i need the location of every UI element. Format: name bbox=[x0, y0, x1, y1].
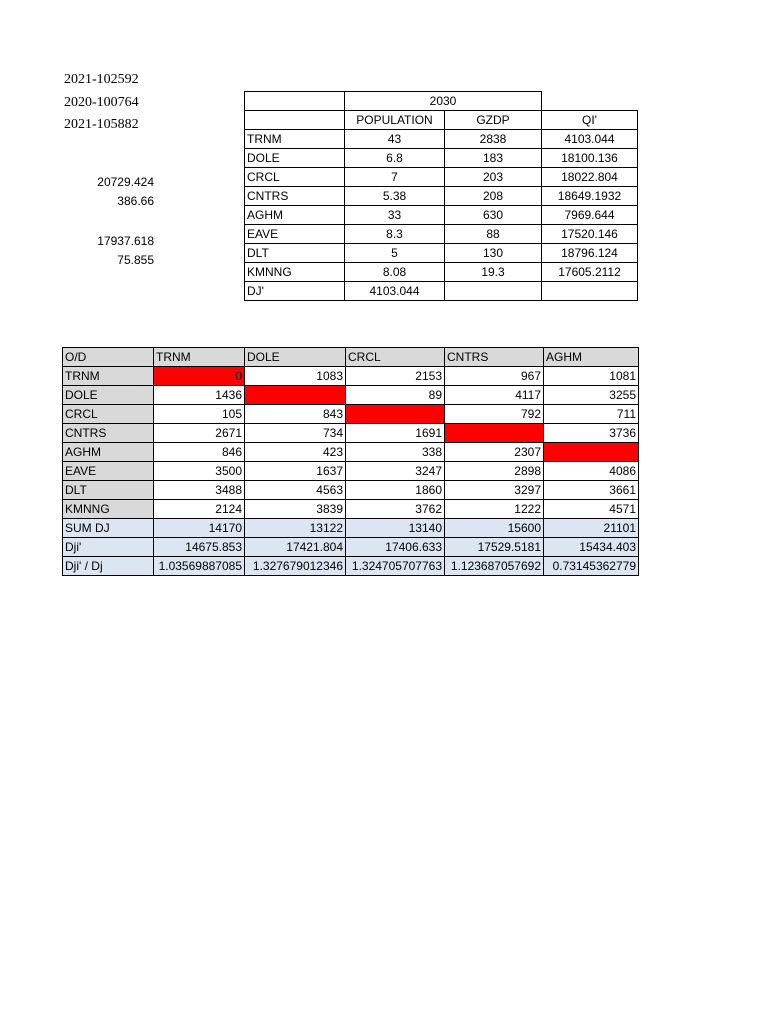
indicator-row bbox=[245, 168, 638, 187]
od-cell: 3488 bbox=[154, 481, 245, 500]
qi-cell: 18796.124 bbox=[542, 244, 638, 263]
indicator-row bbox=[245, 244, 638, 263]
row-label: CNTRS bbox=[245, 187, 345, 206]
population-cell: 6.8 bbox=[345, 149, 445, 168]
gzdp-cell: 19.3 bbox=[445, 263, 542, 282]
od-cell: 1083 bbox=[245, 367, 346, 386]
indicator-row bbox=[245, 149, 638, 168]
row-label: CNTRS bbox=[63, 424, 154, 443]
summary-cell: 17529.5181 bbox=[445, 538, 544, 557]
summary-cell: 14170 bbox=[154, 519, 245, 538]
od-cell: 2671 bbox=[154, 424, 245, 443]
summary-cell: 14675.853 bbox=[154, 538, 245, 557]
note-line-1: 2021-102592 bbox=[64, 72, 139, 87]
summary-cell: 17421.804 bbox=[245, 538, 346, 557]
summary-label: Dji' bbox=[63, 538, 154, 557]
population-cell: 5 bbox=[345, 244, 445, 263]
od-cell: 1637 bbox=[245, 462, 346, 481]
note-line-3: 2021-105882 bbox=[64, 117, 139, 132]
diagonal-cell bbox=[445, 424, 544, 443]
summary-cell: 15434.403 bbox=[544, 538, 639, 557]
od-cell: 3255 bbox=[544, 386, 639, 405]
col-header-trnm: TRNM bbox=[154, 348, 245, 367]
note-line-2: 2020-100764 bbox=[64, 95, 139, 110]
population-cell: 8.08 bbox=[345, 263, 445, 282]
row-label: DLT bbox=[63, 481, 154, 500]
row-label: AGHM bbox=[63, 443, 154, 462]
summary-label: Dji' / Dj bbox=[63, 557, 154, 576]
row-label: CRCL bbox=[245, 168, 345, 187]
row-label: DLT bbox=[245, 244, 345, 263]
summary-row bbox=[63, 538, 639, 557]
qi-cell: 17605.2112 bbox=[542, 263, 638, 282]
od-cell: 4563 bbox=[245, 481, 346, 500]
od-cell: 792 bbox=[445, 405, 544, 424]
od-cell: 1691 bbox=[346, 424, 445, 443]
row-label: AGHM bbox=[245, 206, 345, 225]
dj-value: 4103.044 bbox=[345, 282, 445, 301]
indicator-table bbox=[244, 91, 638, 301]
summary-cell: 21101 bbox=[544, 519, 639, 538]
qi-cell: 7969.644 bbox=[542, 206, 638, 225]
summary-cell: 1.123687057692 bbox=[445, 557, 544, 576]
col-header-dole: DOLE bbox=[245, 348, 346, 367]
note-value-3: 17937.618 bbox=[97, 234, 154, 248]
od-cell: 3661 bbox=[544, 481, 639, 500]
row-label: DOLE bbox=[63, 386, 154, 405]
gzdp-cell: 203 bbox=[445, 168, 542, 187]
od-row bbox=[63, 443, 639, 462]
year-header: 2030 bbox=[345, 92, 542, 111]
od-row bbox=[63, 500, 639, 519]
row-label: TRNM bbox=[245, 130, 345, 149]
od-cell: 105 bbox=[154, 405, 245, 424]
diagonal-cell: 0 bbox=[154, 367, 245, 386]
indicator-row bbox=[245, 225, 638, 244]
od-cell: 3500 bbox=[154, 462, 245, 481]
row-label: CRCL bbox=[63, 405, 154, 424]
od-row bbox=[63, 424, 639, 443]
gzdp-cell: 208 bbox=[445, 187, 542, 206]
note-value-4: 75.855 bbox=[117, 253, 154, 267]
blank-cell bbox=[245, 111, 345, 130]
od-cell: 1081 bbox=[544, 367, 639, 386]
od-row bbox=[63, 367, 639, 386]
od-cell: 1222 bbox=[445, 500, 544, 519]
summary-cell: 13122 bbox=[245, 519, 346, 538]
summary-row bbox=[63, 519, 639, 538]
col-header-crcl: CRCL bbox=[346, 348, 445, 367]
col-header-qi: QI' bbox=[542, 111, 638, 130]
corner-header: O/D bbox=[63, 348, 154, 367]
od-cell: 2898 bbox=[445, 462, 544, 481]
od-cell: 711 bbox=[544, 405, 639, 424]
note-value-2: 386.66 bbox=[117, 194, 154, 208]
row-label: DOLE bbox=[245, 149, 345, 168]
population-cell: 5.38 bbox=[345, 187, 445, 206]
od-cell: 3247 bbox=[346, 462, 445, 481]
od-cell: 734 bbox=[245, 424, 346, 443]
od-cell: 3736 bbox=[544, 424, 639, 443]
od-matrix-table bbox=[62, 347, 639, 576]
row-label: KMNNG bbox=[63, 500, 154, 519]
row-label: EAVE bbox=[245, 225, 345, 244]
qi-cell: 18100.136 bbox=[542, 149, 638, 168]
gzdp-cell: 630 bbox=[445, 206, 542, 225]
od-cell: 2307 bbox=[445, 443, 544, 462]
summary-cell: 17406.633 bbox=[346, 538, 445, 557]
od-cell: 3839 bbox=[245, 500, 346, 519]
od-row bbox=[63, 405, 639, 424]
col-header-population: POPULATION bbox=[345, 111, 445, 130]
od-cell: 3762 bbox=[346, 500, 445, 519]
row-label: EAVE bbox=[63, 462, 154, 481]
qi-cell: 17520.146 bbox=[542, 225, 638, 244]
blank-cell bbox=[245, 92, 345, 111]
indicator-row bbox=[245, 263, 638, 282]
row-label: TRNM bbox=[63, 367, 154, 386]
od-cell: 846 bbox=[154, 443, 245, 462]
summary-label: SUM DJ bbox=[63, 519, 154, 538]
gzdp-cell: 183 bbox=[445, 149, 542, 168]
col-header-aghm: AGHM bbox=[544, 348, 639, 367]
gzdp-cell: 88 bbox=[445, 225, 542, 244]
summary-cell: 15600 bbox=[445, 519, 544, 538]
qi-cell: 18022.804 bbox=[542, 168, 638, 187]
summary-row bbox=[63, 557, 639, 576]
od-row bbox=[63, 386, 639, 405]
dj-label: DJ' bbox=[245, 282, 345, 301]
note-value-1: 20729.424 bbox=[97, 175, 154, 189]
od-cell: 2124 bbox=[154, 500, 245, 519]
population-cell: 43 bbox=[345, 130, 445, 149]
od-cell: 843 bbox=[245, 405, 346, 424]
diagonal-cell bbox=[544, 443, 639, 462]
qi-cell: 4103.044 bbox=[542, 130, 638, 149]
gzdp-cell: 2838 bbox=[445, 130, 542, 149]
od-cell: 967 bbox=[445, 367, 544, 386]
indicator-row bbox=[245, 130, 638, 149]
od-cell: 1860 bbox=[346, 481, 445, 500]
od-cell: 4117 bbox=[445, 386, 544, 405]
population-cell: 7 bbox=[345, 168, 445, 187]
population-cell: 8.3 bbox=[345, 225, 445, 244]
od-cell: 338 bbox=[346, 443, 445, 462]
gzdp-cell: 130 bbox=[445, 244, 542, 263]
summary-cell: 13140 bbox=[346, 519, 445, 538]
col-header-cntrs: CNTRS bbox=[445, 348, 544, 367]
od-cell: 2153 bbox=[346, 367, 445, 386]
col-header-gzdp: GZDP bbox=[445, 111, 542, 130]
indicator-row bbox=[245, 206, 638, 225]
diagonal-cell bbox=[346, 405, 445, 424]
qi-cell: 18649.1932 bbox=[542, 187, 638, 206]
od-row bbox=[63, 462, 639, 481]
od-cell: 423 bbox=[245, 443, 346, 462]
od-cell: 89 bbox=[346, 386, 445, 405]
diagonal-cell bbox=[245, 386, 346, 405]
summary-cell: 1.324705707763 bbox=[346, 557, 445, 576]
row-label: KMNNG bbox=[245, 263, 345, 282]
population-cell: 33 bbox=[345, 206, 445, 225]
od-row bbox=[63, 481, 639, 500]
summary-cell: 0.73145362779 bbox=[544, 557, 639, 576]
summary-cell: 1.03569887085 bbox=[154, 557, 245, 576]
od-cell: 3297 bbox=[445, 481, 544, 500]
summary-cell: 1.327679012346 bbox=[245, 557, 346, 576]
indicator-row bbox=[245, 187, 638, 206]
od-cell: 1436 bbox=[154, 386, 245, 405]
od-cell: 4571 bbox=[544, 500, 639, 519]
od-cell: 4086 bbox=[544, 462, 639, 481]
